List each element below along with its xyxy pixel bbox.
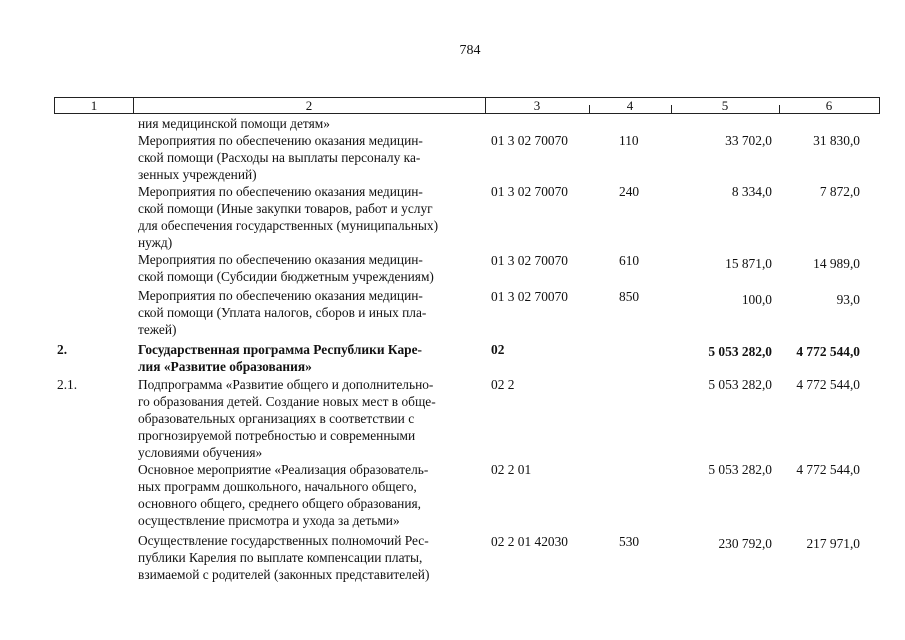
row-text-line: прогнозируемой потребностью и современными xyxy=(138,428,416,443)
row-text-line: Мероприятия по обеспечению оказания медицин- xyxy=(138,184,423,199)
row-value-2024: 33 702,0 xyxy=(725,133,772,148)
row-text-line: Государственная программа Республики Каре- xyxy=(138,342,422,357)
row-expense-type: 530 xyxy=(619,534,640,549)
row-value-2025: 7 872,0 xyxy=(819,184,860,199)
row-value-2024: 5 053 282,0 xyxy=(708,344,772,359)
row-text-line: ных программ дошкольного, начального общего, xyxy=(138,479,417,494)
row-text-line: ской помощи (Уплата налогов, сборов и иных пла- xyxy=(138,305,427,320)
row-expense-type: 610 xyxy=(619,253,640,268)
header-col-4: 4 xyxy=(626,98,634,113)
row-expense-type: 240 xyxy=(619,184,640,199)
row-text-line: Осуществление государственных полномочий Рес- xyxy=(138,533,429,548)
row-value-2025: 4 772 544,0 xyxy=(796,377,860,392)
table-header xyxy=(54,97,880,114)
header-col-2: 2 xyxy=(305,98,313,113)
row-text-line: ской помощи (Субсидии бюджетным учреждениям) xyxy=(138,269,434,284)
row-text-line: ния медицинской помощи детям» xyxy=(138,116,330,131)
row-value-2025: 93,0 xyxy=(836,292,860,307)
page-number: 784 xyxy=(459,43,481,58)
row-value-2025: 31 830,0 xyxy=(813,133,860,148)
row-text-line: тежей) xyxy=(138,322,177,337)
row-code: 01 3 02 70070 xyxy=(491,253,568,268)
row-text-line: осуществление присмотра и ухода за детьми» xyxy=(138,513,400,528)
row-value-2024: 5 053 282,0 xyxy=(708,377,772,392)
row-code: 02 2 01 42030 xyxy=(491,534,568,549)
row-text-line: образовательных организациях в соответствии с xyxy=(138,411,415,426)
header-col-1: 1 xyxy=(90,98,98,113)
row-value-2025: 217 971,0 xyxy=(806,536,860,551)
row-value-2024: 100,0 xyxy=(741,292,772,307)
row-text-line: публики Карелия по выплате компенсации платы, xyxy=(138,550,423,565)
row-text-line: ской помощи (Расходы на выплаты персоналу ка- xyxy=(138,150,421,165)
row-text-line: взимаемой с родителей (законных представителей) xyxy=(138,567,430,582)
row-text-line: зенных учреждений) xyxy=(138,167,257,182)
row-text-line: для обеспечения государственных (муниципальных) xyxy=(138,218,439,233)
row-text-line: го образования детей. Создание новых мест в обще- xyxy=(138,394,436,409)
row-text-line: нужд) xyxy=(138,235,173,250)
row-code: 02 xyxy=(491,342,505,357)
row-text-line: условиями обучения» xyxy=(138,445,263,460)
row-number: 2. xyxy=(57,342,68,357)
row-text-line: Мероприятия по обеспечению оказания медицин- xyxy=(138,252,423,267)
row-value-2024: 5 053 282,0 xyxy=(708,462,772,477)
row-value-2024: 230 792,0 xyxy=(718,536,772,551)
row-text-line: Основное мероприятие «Реализация образователь- xyxy=(138,462,429,477)
row-value-2025: 4 772 544,0 xyxy=(796,344,860,359)
row-value-2025: 4 772 544,0 xyxy=(796,462,860,477)
row-number: 2.1. xyxy=(57,377,78,392)
row-code: 01 3 02 70070 xyxy=(491,289,568,304)
row-text-line: Мероприятия по обеспечению оказания медицин- xyxy=(138,133,423,148)
row-value-2024: 15 871,0 xyxy=(725,256,772,271)
row-text-line: Подпрограмма «Развитие общего и дополнительно- xyxy=(138,377,434,392)
row-text-line: ской помощи (Иные закупки товаров, работ и услуг xyxy=(138,201,433,216)
header-col-3: 3 xyxy=(533,98,541,113)
row-expense-type: 850 xyxy=(619,289,640,304)
row-code: 02 2 xyxy=(491,377,515,392)
row-code: 01 3 02 70070 xyxy=(491,184,568,199)
row-code: 02 2 01 xyxy=(491,462,532,477)
row-code: 01 3 02 70070 xyxy=(491,133,568,148)
row-text-line: Мероприятия по обеспечению оказания медицин- xyxy=(138,288,423,303)
row-text-line: лия «Развитие образования» xyxy=(138,359,312,374)
header-col-6: 6 xyxy=(825,98,833,113)
row-value-2024: 8 334,0 xyxy=(731,184,772,199)
header-col-5: 5 xyxy=(721,98,729,113)
row-expense-type: 110 xyxy=(619,133,639,148)
row-text-line: основного общего, среднего общего образования, xyxy=(138,496,422,511)
row-value-2025: 14 989,0 xyxy=(813,256,860,271)
